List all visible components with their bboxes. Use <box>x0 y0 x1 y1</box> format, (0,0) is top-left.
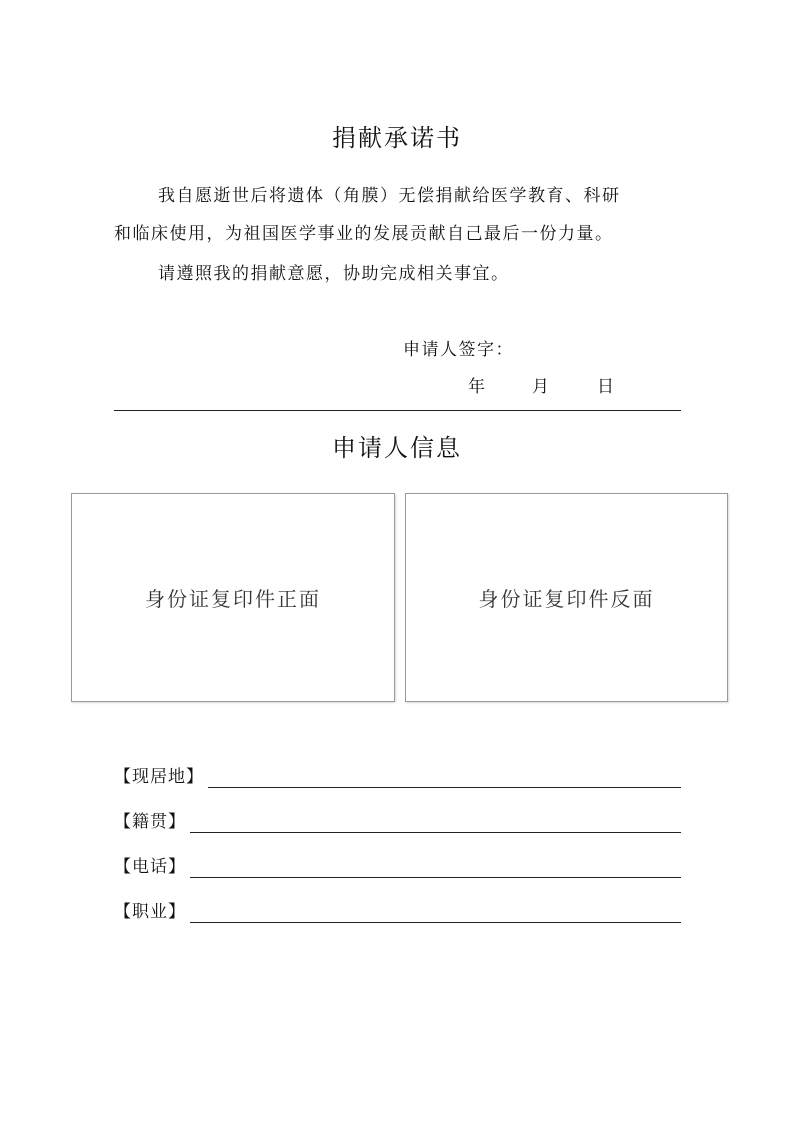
commitment-paragraph-line-1: 我自愿逝世后将遗体（角膜）无偿捐献给医学教育、科研 <box>158 186 621 206</box>
commitment-paragraph-line-3: 请遵照我的捐献意愿，协助完成相关事宜。 <box>158 264 510 284</box>
origin-field <box>114 807 681 833</box>
id-card-front-box <box>71 493 395 702</box>
document-title: 捐献承诺书 <box>332 124 462 152</box>
phone-input-line[interactable] <box>190 855 681 878</box>
date-year-label: 年 <box>468 377 485 397</box>
residence-field <box>114 762 681 788</box>
origin-input-line[interactable] <box>190 810 681 833</box>
id-card-back-label: 身份证复印件反面 <box>478 587 655 611</box>
applicant-info-title: 申请人信息 <box>332 434 462 462</box>
occupation-field <box>114 897 681 923</box>
section-divider <box>114 410 681 411</box>
commitment-paragraph-line-2: 和临床使用，为祖国医学事业的发展贡献自己最后一份力量。 <box>114 224 614 244</box>
residence-input-line[interactable] <box>208 765 681 788</box>
signature-label: 申请人签字： <box>403 340 514 360</box>
id-card-back-box <box>405 493 728 702</box>
phone-field <box>114 852 681 878</box>
date-month-label: 月 <box>532 377 549 397</box>
occupation-input-line[interactable] <box>190 900 681 923</box>
phone-label: 【电话】 <box>114 857 186 877</box>
residence-label: 【现居地】 <box>114 767 204 787</box>
occupation-label: 【职业】 <box>114 902 186 922</box>
id-card-front-label: 身份证复印件正面 <box>145 587 321 611</box>
origin-label: 【籍贯】 <box>114 812 186 832</box>
date-day-label: 日 <box>597 377 614 397</box>
